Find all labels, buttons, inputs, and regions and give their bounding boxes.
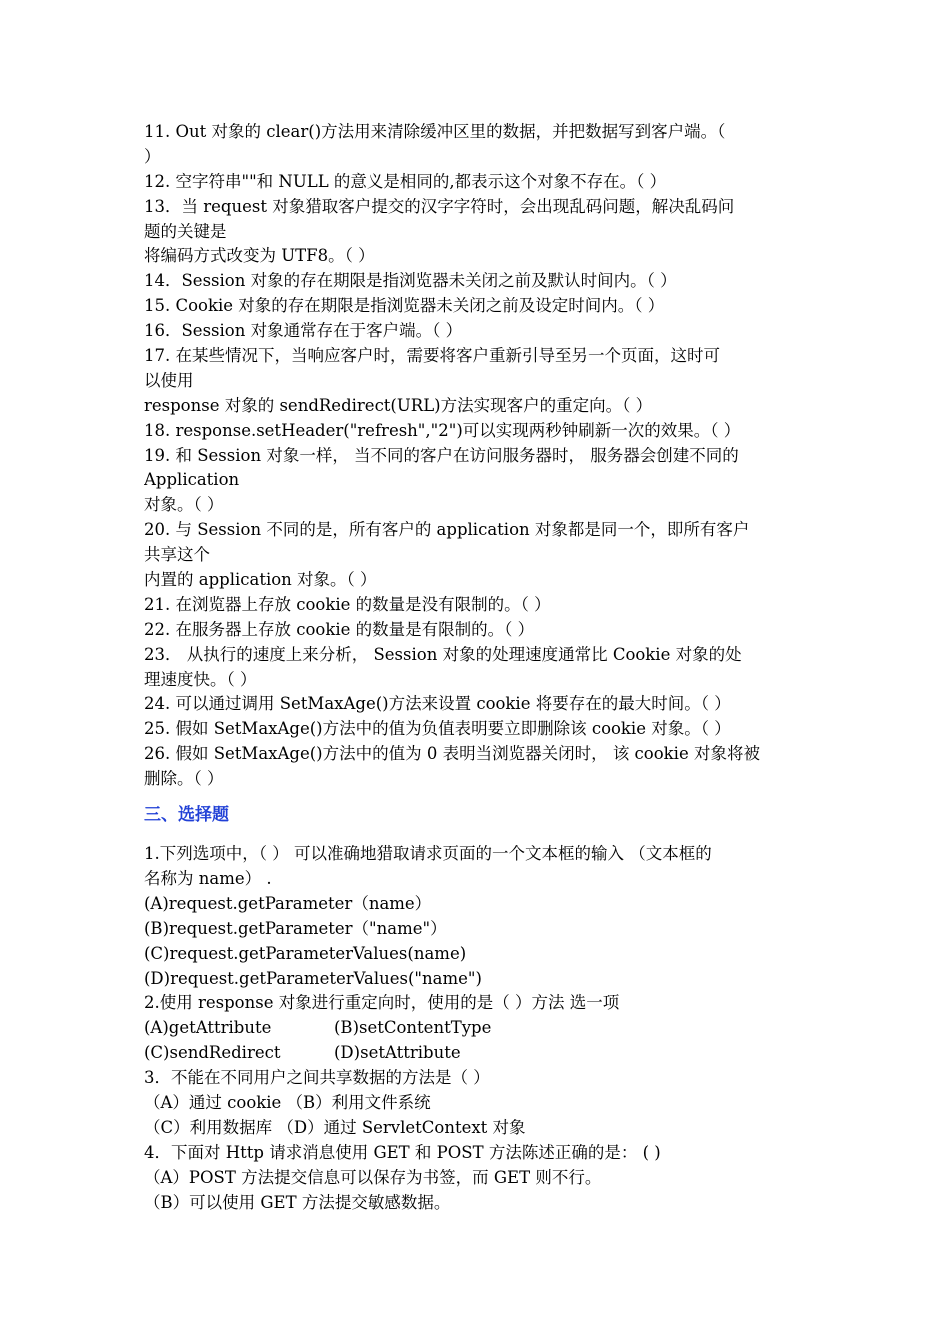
question-line: 名称为 name） . bbox=[144, 868, 272, 888]
question-line: 对象。（ ） bbox=[144, 495, 224, 515]
question-line: ） bbox=[144, 146, 161, 166]
question-line: 26. 假如 SetMaxAge()方法中的值为 0 表明当浏览器关闭时， 该 cookie 对象将被 bbox=[144, 744, 760, 764]
question-line: response 对象的 sendRedirect(URL)方法实现客户的重定向。（ ） bbox=[144, 395, 653, 415]
question-line: 理速度快。（ ） bbox=[144, 669, 257, 689]
question-line: 3．不能在不同用户之间共享数据的方法是（ ） bbox=[144, 1068, 490, 1088]
question-line: 21. 在浏览器上存放 cookie 的数量是没有限制的。（ ） bbox=[144, 594, 551, 614]
question-line: 12. 空字符串""和 NULL 的意义是相同的,都表示这个对象不存在。（ ） bbox=[144, 171, 667, 191]
question-line: 内置的 application 对象。（ ） bbox=[144, 570, 377, 590]
option-b: (B)setContentType bbox=[334, 1018, 492, 1038]
question-line: (C)request.getParameterValues(name) bbox=[144, 943, 467, 963]
question-4 bbox=[144, 1141, 809, 1216]
question-line: 删除。（ ） bbox=[144, 769, 224, 789]
question-line: 24. 可以通过调用 SetMaxAge()方法来设置 cookie 将要存在的最大时间。（ ） bbox=[144, 694, 731, 714]
question-line: Application bbox=[144, 470, 240, 490]
question-line: 23． 从执行的速度上来分析， Session 对象的处理速度通常比 Cookie 对象的处 bbox=[144, 644, 742, 664]
question-line: 11. Out 对象的 clear()方法用来清除缓冲区里的数据，并把数据写到客户端。（ bbox=[144, 122, 726, 141]
question-2-options-row-2 bbox=[144, 1041, 809, 1066]
question-line: 17. 在某些情况下，当响应客户时，需要将客户重新引导至另一个页面，这时可 bbox=[144, 346, 720, 366]
question-line: (A)request.getParameter（name） bbox=[144, 893, 432, 913]
option-a: (A)getAttribute bbox=[144, 1018, 272, 1038]
document-page bbox=[144, 120, 809, 1215]
question-line: （C）利用数据库 （D）通过 ServletContext 对象 bbox=[144, 1117, 526, 1137]
question-line: 1.下列选项中，（ ） 可以准确地猎取请求页面的一个文本框的输入 （文本框的 bbox=[144, 844, 712, 864]
question-line: 20. 与 Session 不同的是，所有客户的 application 对象都是同一个，即所有客户 bbox=[144, 520, 750, 540]
question-line: 15. Cookie 对象的存在期限是指浏览器未关闭之前及设定时间内。（ ） bbox=[144, 296, 665, 316]
question-line: 题的关键是 bbox=[144, 221, 227, 241]
option-c: (C)sendRedirect bbox=[144, 1043, 281, 1063]
question-line: 18. response.setHeader("refresh","2")可以实现两秒钟刷新一次的效果。（ ） bbox=[144, 420, 741, 440]
question-line: （A）POST 方法提交信息可以保存为书签，而 GET 则不行。 bbox=[144, 1167, 602, 1187]
option-d: (D)setAttribute bbox=[334, 1043, 461, 1063]
question-line: (B)request.getParameter（"name"） bbox=[144, 918, 447, 938]
true-false-questions bbox=[144, 120, 809, 792]
question-line: 16．Session 对象通常存在于客户端。（ ） bbox=[144, 321, 463, 341]
question-2-text: 2.使用 response 对象进行重定向时，使用的是（ ）方法 选一项 bbox=[144, 993, 620, 1013]
question-line: 共享这个 bbox=[144, 545, 210, 565]
question-line: （B）可以使用 GET 方法提交敏感数据。 bbox=[144, 1192, 451, 1212]
question-line: 19. 和 Session 对象一样， 当不同的客户在访问服务器时， 服务器会创建不同的 bbox=[144, 445, 739, 465]
question-line: 22. 在服务器上存放 cookie 的数量是有限制的。（ ） bbox=[144, 619, 535, 639]
question-line: 将编码方式改变为 UTF8。（ ） bbox=[144, 246, 375, 266]
section-heading-choice: 三、选择题 bbox=[144, 805, 229, 826]
question-line: 25. 假如 SetMaxAge()方法中的值为负值表明要立即删除该 cookie 对象。（ ） bbox=[144, 719, 731, 739]
question-line: （A）通过 cookie （B）利用文件系统 bbox=[144, 1092, 431, 1112]
question-line: 以使用 bbox=[144, 370, 194, 390]
question-line: 4．下面对 Http 请求消息使用 GET 和 POST 方法陈述正确的是： ( ) bbox=[144, 1142, 661, 1162]
question-line: 13．当 request 对象猎取客户提交的汉字字符时，会出现乱码问题，解决乱码问 bbox=[144, 196, 735, 216]
question-line: (D)request.getParameterValues("name") bbox=[144, 968, 482, 988]
question-1 bbox=[144, 842, 809, 991]
question-line: 14．Session 对象的存在期限是指浏览器未关闭之前及默认时间内。（ ） bbox=[144, 271, 677, 291]
question-3 bbox=[144, 1066, 809, 1141]
question-2-options-row-1 bbox=[144, 1016, 809, 1041]
